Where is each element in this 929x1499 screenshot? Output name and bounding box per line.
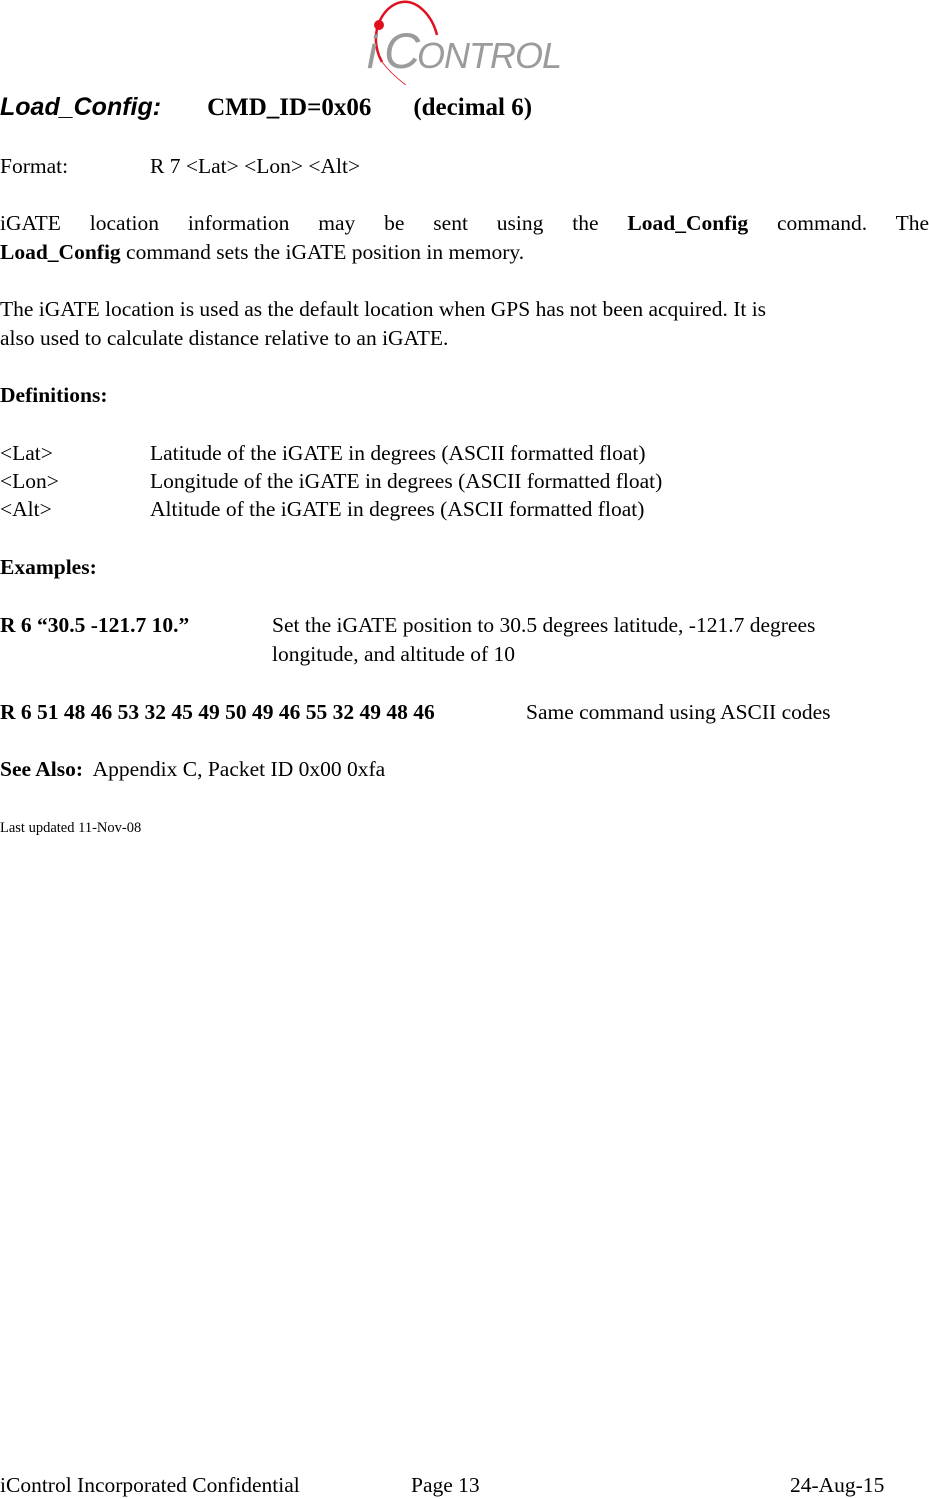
definition-row-lat bbox=[0, 439, 646, 467]
footer-page-number: Page 13 bbox=[411, 1473, 480, 1497]
intro-text: command. The bbox=[776, 211, 929, 235]
definition-desc: Longitude of the iGATE in degrees (ASCII formatted float) bbox=[150, 469, 663, 493]
see-also bbox=[0, 755, 385, 783]
intro-bold-term: Load_Config bbox=[627, 211, 749, 235]
example-command: R 6 51 48 46 53 32 45 49 50 49 46 55 32 49 48 46 bbox=[0, 700, 435, 724]
definition-term: <Alt> bbox=[0, 497, 52, 521]
example-1 bbox=[0, 611, 816, 639]
definitions-title bbox=[0, 381, 108, 409]
format-value: R 7 <Lat> <Lon> <Alt> bbox=[150, 154, 361, 178]
see-also-value: Appendix C, Packet ID 0x00 0xfa bbox=[92, 757, 386, 781]
definition-term: <Lat> bbox=[0, 441, 53, 465]
definition-term: <Lon> bbox=[0, 469, 59, 493]
footer-company: iControl Incorporated Confidential bbox=[0, 1473, 300, 1497]
intro-bold-term: Load_Config bbox=[0, 240, 121, 264]
examples-title-text: Examples: bbox=[0, 555, 97, 579]
svg-text:i: i bbox=[367, 26, 378, 78]
format-row bbox=[0, 152, 361, 180]
intro-paragraph-2-line-1: The iGATE location is used as the default location when GPS has not been acquired. It is bbox=[0, 297, 767, 321]
footer-date: 24-Aug-15 bbox=[790, 1473, 885, 1497]
svg-text:ONTROL: ONTROL bbox=[417, 35, 562, 76]
format-label: Format: bbox=[0, 154, 69, 178]
example-2 bbox=[0, 698, 831, 726]
intro-text: command sets the iGATE position in memory. bbox=[120, 240, 525, 264]
intro-paragraph-1-line-1 bbox=[0, 209, 929, 237]
intro-paragraph-2-line-2: also used to calculate distance relative to an iGATE. bbox=[0, 326, 449, 350]
example-description: longitude, and altitude of 10 bbox=[272, 642, 516, 666]
intro-text: iGATE location information may be sent using the bbox=[0, 211, 599, 235]
definition-desc: Altitude of the iGATE in degrees (ASCII formatted float) bbox=[150, 497, 645, 521]
command-decimal: (decimal 6) bbox=[413, 94, 533, 121]
definition-desc: Latitude of the iGATE in degrees (ASCII formatted float) bbox=[150, 441, 646, 465]
examples-title bbox=[0, 553, 97, 581]
page-heading bbox=[0, 90, 532, 125]
command-name: Load_Config: bbox=[0, 93, 162, 121]
definition-row-lon bbox=[0, 467, 663, 495]
example-command: R 6 “30.5 -121.7 10.” bbox=[0, 613, 190, 637]
icontrol-logo bbox=[362, 0, 577, 85]
svg-text:C: C bbox=[384, 23, 421, 79]
definitions-title-text: Definitions: bbox=[0, 383, 108, 407]
definition-row-alt bbox=[0, 495, 645, 523]
example-description: Set the iGATE position to 30.5 degrees latitude, -121.7 degrees bbox=[272, 613, 816, 637]
intro-paragraph-1-line-2 bbox=[0, 238, 524, 266]
logo-graphic bbox=[362, 0, 577, 85]
see-also-label: See Also: bbox=[0, 757, 84, 781]
command-id: CMD_ID=0x06 bbox=[207, 94, 372, 121]
example-description: Same command using ASCII codes bbox=[526, 700, 831, 724]
last-updated: Last updated 11-Nov-08 bbox=[0, 820, 142, 836]
